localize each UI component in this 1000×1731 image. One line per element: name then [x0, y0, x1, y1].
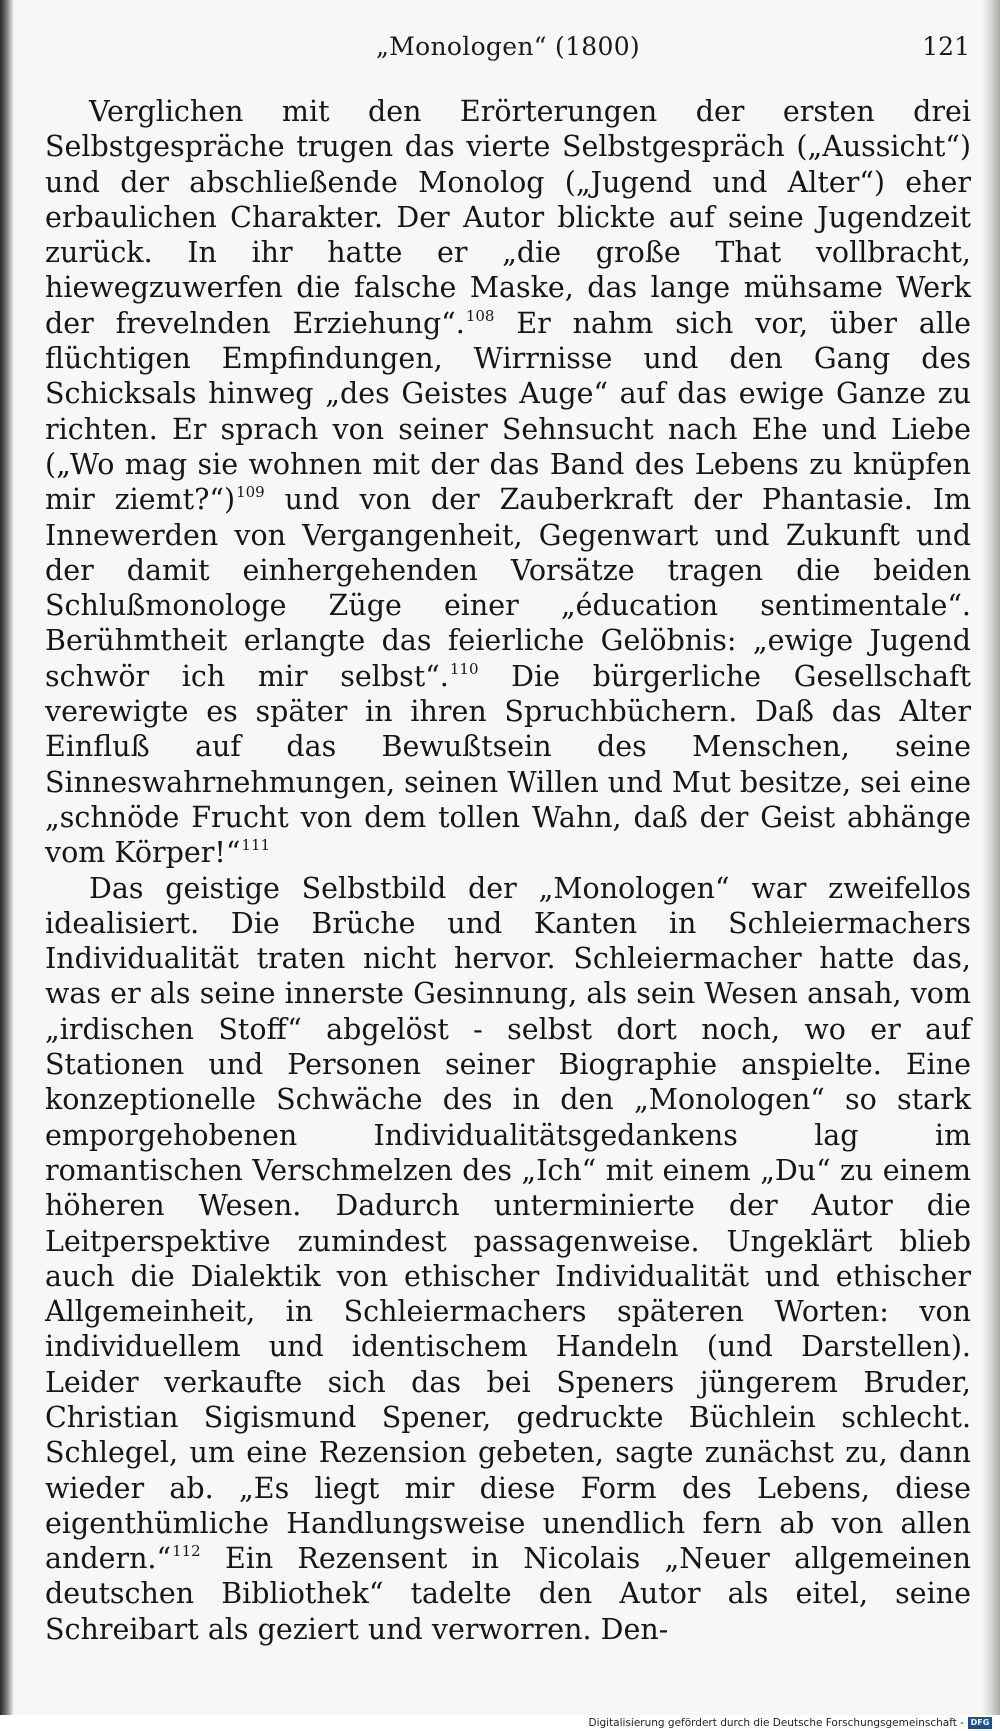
running-title: „Monologen“ (1800)	[376, 32, 640, 61]
footnote-ref-110: 110	[449, 659, 479, 678]
paragraph-1	[45, 94, 971, 871]
running-head	[46, 28, 970, 68]
binding-shadow	[0, 0, 14, 1715]
page-number: 121	[922, 32, 970, 61]
paragraph-1-text: Verglichen mit den Erörterungen der ersten drei Selbstgespräche trugen das vierte Selbstgespräch („Aussicht“) und der abschließende Monolog („Jugend und Alter“) eher erbaulichen Charakter. Der Autor blickte auf seine Jugendzeit zurück. In ihr hatte er „die große That vollbracht, hiewegzuwerfen die falsche Maske, das lange mühsame Werk der frevelnden Erziehung“.	[45, 95, 971, 340]
digitization-footer	[0, 1715, 1000, 1731]
paragraph-2-text: Ein Rezensent in Nicolais „Neuer allgemeinen deutschen Bibliothek“ tadelte den Autor als eitel, seine Schreibart als geziert und verworren. Den-	[45, 1542, 971, 1646]
footnote-ref-109: 109	[236, 483, 265, 502]
footnote-ref-111: 111	[241, 836, 271, 855]
paragraph-2	[45, 871, 971, 1648]
footnote-ref-108: 108	[465, 306, 495, 325]
paragraph-1-text: Er nahm sich vor, über alle flüchtigen Empfindungen, Wirrnisse und den Gang des Schicksals hinweg „des Geistes Auge“ auf das ewige Ganze zu richten. Er sprach von seiner Sehnsucht nach Ehe und Liebe („Wo mag sie wohnen mit der das Band des Lebens zu knüpfen mir ziemt?“)	[45, 306, 971, 517]
paragraph-1-text: und von der Zauberkraft der Phantasie. Im Innewerden von Vergangenheit, Gegenwart und Zukunft und der damit einhergehenden Vorsätze tragen die beiden Schlußmonologe Züge einer „éducation sentimentale“. Berühmtheit erlangte das feierliche Gelöbnis: „ewige Jugend schwör ich mir selbst“.	[45, 483, 971, 693]
body-text	[45, 94, 971, 1647]
footnote-ref-112: 112	[172, 1542, 201, 1561]
dfg-logo: DFG	[968, 1717, 992, 1729]
paragraph-1-text: Die bürgerliche Gesellschaft verewigte es später in ihren Spruchbüchern. Daß das Alter Einfluß auf das Bewußtsein des Menschen, seine Sinneswahrnehmungen, seinen Willen und Mut besitze, sei eine „schnöde Frucht von dem tollen Wahn, daß der Geist abhänge vom Körper!“	[45, 659, 971, 870]
funding-credit: Digitalisierung gefördert durch die Deutsche Forschungsgemeinschaft -	[588, 1717, 964, 1729]
paragraph-2-text: Das geistige Selbstbild der „Monologen“ war zweifellos idealisiert. Die Brüche und Kanten in Schleiermachers Individualität traten nicht hervor. Schleiermacher hatte das, was er als seine innerste Gesinnung, als sein Wesen ansah, vom „irdischen Stoff“ abgelöst - selbst dort noch, wo er auf Stationen und Personen seiner Biographie anspielte. Eine konzeptionelle Schwäche des in den „Monologen“ so stark emporgehobenen Individualitätsgedankens lag im romantischen Verschmelzen des „Ich“ mit einem „Du“ zu einem höheren Wesen. Dadurch unterminierte der Autor die Leitperspektive zumindest passagenweise. Ungeklärt blieb auch die Dialektik von ethischer Individualität und ethischer Allgemeinheit, in Schleiermachers späteren Worten: von individuellem und identischem Handeln (und Darstellen). Leider verkaufte sich das bei Speners jüngerem Bruder, Christian Sigismund Spener, gedruckte Büchlein schlecht. Schlegel, um eine Rezension gebeten, sagte zunächst zu, dann wieder ab. „Es liegt mir diese Form des Lebens, diese eigenthümliche Handlungsweise unendlich fern ab von allen andern.“	[45, 871, 971, 1576]
page-edge-shadow	[982, 0, 1000, 1715]
